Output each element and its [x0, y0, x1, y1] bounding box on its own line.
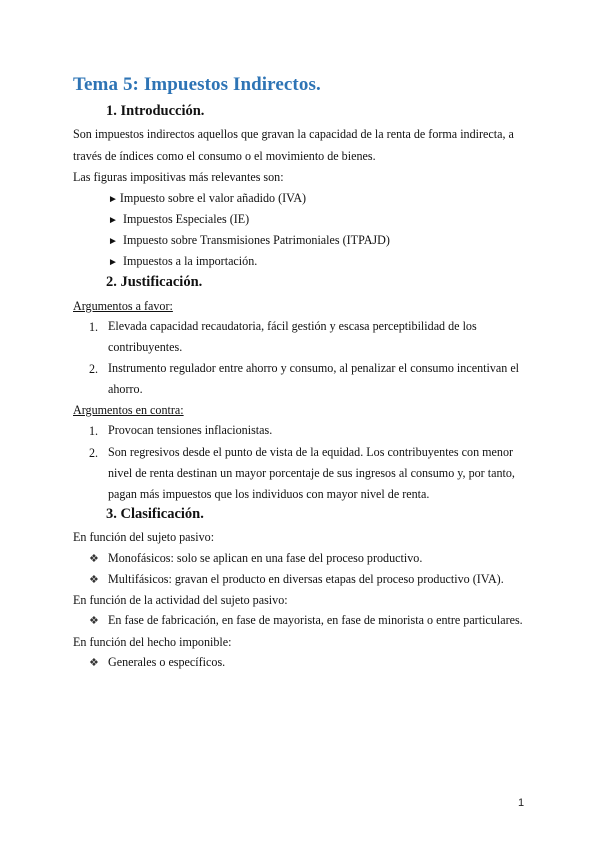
favor-label: Argumentos a favor: [73, 299, 173, 313]
list-number: 2. [89, 446, 99, 460]
diamond-bullet-icon: ❖ [89, 657, 99, 669]
group-label: En función del sujeto pasivo: [73, 530, 215, 544]
triangle-bullet-icon: ► [108, 236, 118, 247]
list-item: Generales o específicos. [108, 655, 226, 669]
list-item: Monofásicos: solo se aplican en una fase del proceso productivo. [108, 551, 423, 565]
group-label: En función de la actividad del sujeto pasivo: [73, 593, 288, 607]
document-title: Tema 5: Impuestos Indirectos. [73, 74, 321, 95]
section-heading-clasificacion: 3. Clasificación. [106, 506, 204, 522]
list-item: Son regresivos desde el punto de vista de la equidad. Los contribuyentes con menor nivel de renta destinan un mayor porcentaje de sus ingresos al consumo y, por tanto, pagan más impuestos que los individuos con mayor nivel de renta. [108, 445, 515, 501]
list-item: ► Impuesto sobre el valor añadido (IVA) [108, 191, 307, 205]
list-item: Provocan tensiones inflacionistas. [108, 423, 273, 437]
contra-label: Argumentos en contra: [73, 403, 184, 417]
section-heading-justificacion: 2. Justificación. [106, 274, 203, 290]
figures-label: Las figuras impositivas más relevantes son: [73, 170, 284, 184]
list-number: 2. [89, 362, 99, 376]
diamond-bullet-icon: ❖ [89, 553, 99, 565]
list-item: Instrumento regulador entre ahorro y consumo, al penalizar el consumo incentivan el ahorro. [108, 361, 520, 396]
diamond-bullet-icon: ❖ [89, 615, 99, 627]
list-number: 1. [89, 320, 99, 334]
list-item: ► Impuestos a la importación. [108, 254, 258, 268]
page-number: 1 [518, 797, 525, 809]
triangle-bullet-icon: ► [108, 194, 118, 205]
section-heading-introduccion: 1. Introducción. [106, 103, 205, 119]
diamond-bullet-icon: ❖ [89, 574, 99, 586]
list-item: En fase de fabricación, en fase de mayorista, en fase de minorista o entre particulares. [108, 613, 523, 627]
intro-paragraph-line: Son impuestos indirectos aquellos que gravan la capacidad de la renta de forma indirecta, a [73, 127, 514, 141]
list-item: Multifásicos: gravan el producto en diversas etapas del proceso productivo (IVA). [108, 572, 504, 586]
list-item: Elevada capacidad recaudatoria, fácil gestión y escasa perceptibilidad de los contribuyentes. [108, 319, 477, 354]
triangle-bullet-icon: ► [108, 257, 118, 268]
group-label: En función del hecho imponible: [73, 635, 232, 649]
list-number: 1. [89, 424, 99, 438]
list-item: ► Impuesto sobre Transmisiones Patrimoniales (ITPAJD) [108, 233, 390, 247]
intro-paragraph-line: través de índices como el consumo o el movimiento de bienes. [73, 149, 376, 163]
list-item: ► Impuestos Especiales (IE) [108, 212, 250, 226]
triangle-bullet-icon: ► [108, 215, 118, 226]
